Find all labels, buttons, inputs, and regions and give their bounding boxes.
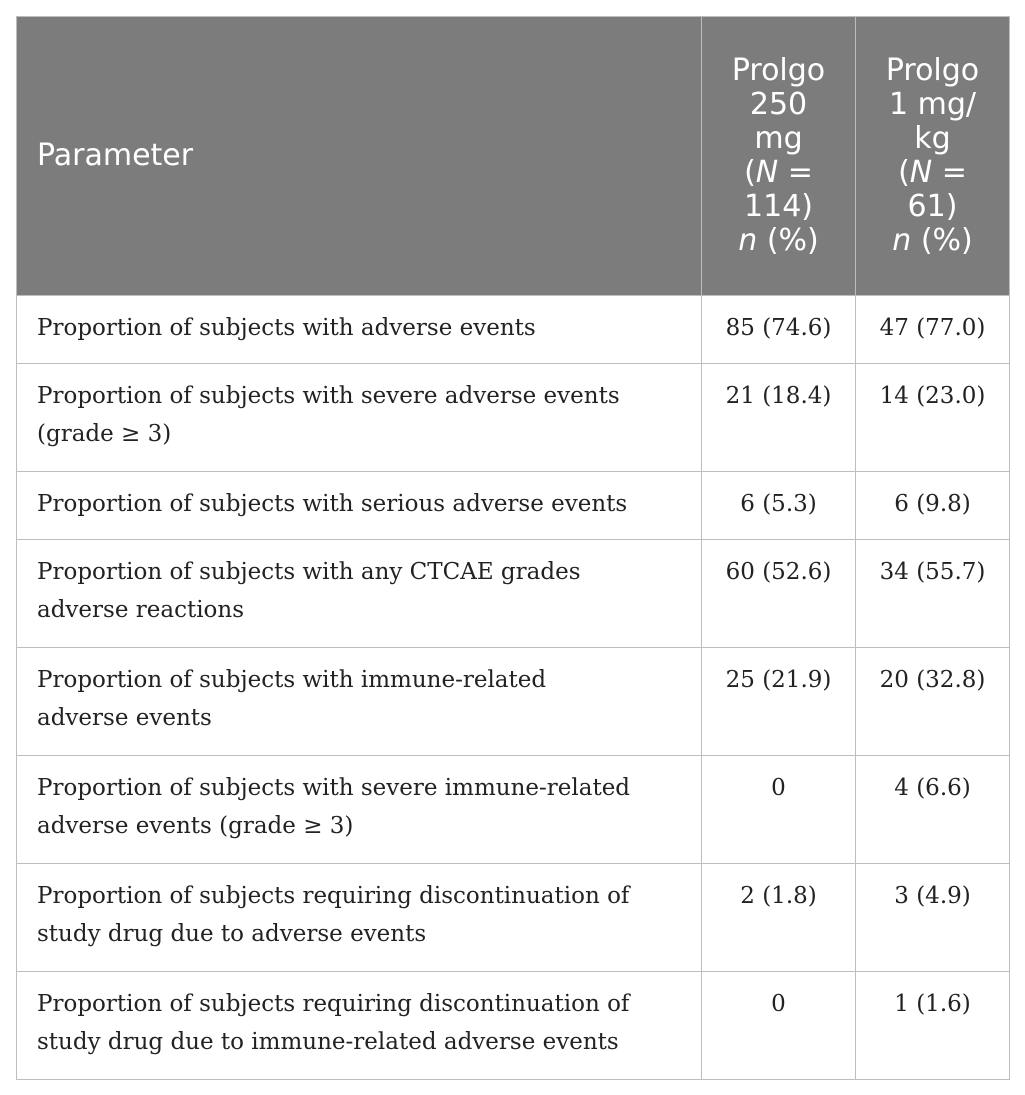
table-header — [17, 17, 1010, 296]
row-value-250mg: 60 (52.6) — [702, 540, 856, 648]
header-col2-line4 — [862, 156, 1003, 190]
row-parameter-line1: Proportion of subjects with adverse events — [37, 315, 536, 341]
header-row — [17, 17, 1010, 296]
row-value-250mg: 25 (21.9) — [702, 648, 856, 756]
table-row — [17, 972, 1010, 1080]
row-parameter-line2: adverse reactions — [37, 597, 245, 623]
header-col2-line4-post: = — [932, 155, 967, 190]
header-col2-line2: 1 mg/ — [889, 87, 976, 122]
header-col2-line5: 61) — [907, 189, 958, 224]
row-value-1mgkg: 6 (9.8) — [856, 472, 1010, 540]
row-parameter — [17, 364, 702, 472]
header-col1-line4-post: = — [778, 155, 813, 190]
header-col1-line3: mg — [754, 121, 803, 156]
header-col2-line4-italic: N — [909, 155, 933, 190]
row-parameter-line1: Proportion of subjects requiring discontinuation of — [37, 991, 630, 1017]
header-col1-line4 — [708, 156, 849, 190]
header-col1-line4-pre: ( — [744, 155, 756, 190]
row-value-250mg: 0 — [702, 756, 856, 864]
row-value-250mg: 6 (5.3) — [702, 472, 856, 540]
header-prolgo-250mg — [702, 17, 856, 296]
row-value-1mgkg: 1 (1.6) — [856, 972, 1010, 1080]
row-value-250mg: 0 — [702, 972, 856, 1080]
row-parameter-line1: Proportion of subjects with severe immune-related — [37, 775, 631, 801]
header-col1-line5: 114) — [744, 189, 813, 224]
row-value-250mg: 2 (1.8) — [702, 864, 856, 972]
table-row — [17, 864, 1010, 972]
header-col2-line6-italic: n — [892, 223, 912, 258]
row-value-1mgkg: 47 (77.0) — [856, 296, 1010, 364]
table-row — [17, 648, 1010, 756]
row-parameter — [17, 864, 702, 972]
row-parameter-line2: (grade ≥ 3) — [37, 421, 172, 447]
table-row — [17, 540, 1010, 648]
row-parameter — [17, 472, 702, 540]
header-col2-line6-post: (%) — [911, 223, 973, 258]
row-parameter-line1: Proportion of subjects with serious adverse events — [37, 491, 628, 517]
header-col1-line6-post: (%) — [757, 223, 819, 258]
row-parameter-line1: Proportion of subjects with any CTCAE grades — [37, 559, 581, 585]
table-row — [17, 472, 1010, 540]
row-parameter — [17, 648, 702, 756]
row-value-1mgkg: 34 (55.7) — [856, 540, 1010, 648]
row-value-250mg: 85 (74.6) — [702, 296, 856, 364]
row-value-250mg: 21 (18.4) — [702, 364, 856, 472]
header-col1-line6 — [708, 224, 849, 258]
table-row — [17, 756, 1010, 864]
row-parameter — [17, 540, 702, 648]
header-col2-line4-pre: ( — [898, 155, 910, 190]
header-col2-line6 — [862, 224, 1003, 258]
row-parameter — [17, 972, 702, 1080]
row-parameter-line1: Proportion of subjects with immune-related — [37, 667, 547, 693]
header-col1-line2: 250 — [749, 87, 808, 122]
table-row — [17, 296, 1010, 364]
header-col1-line6-italic: n — [738, 223, 758, 258]
row-parameter-line2: adverse events — [37, 705, 212, 731]
row-parameter-line1: Proportion of subjects with severe adverse events — [37, 383, 620, 409]
row-value-1mgkg: 14 (23.0) — [856, 364, 1010, 472]
row-parameter — [17, 756, 702, 864]
row-parameter — [17, 296, 702, 364]
header-prolgo-1mgkg — [856, 17, 1010, 296]
row-parameter-line1: Proportion of subjects requiring discontinuation of — [37, 883, 630, 909]
header-col1-line4-italic: N — [755, 155, 779, 190]
header-col1-line1: Prolgo — [731, 53, 826, 88]
header-col2-line3: kg — [914, 121, 951, 156]
row-value-1mgkg: 20 (32.8) — [856, 648, 1010, 756]
table-row — [17, 364, 1010, 472]
header-col2-line1: Prolgo — [885, 53, 980, 88]
row-parameter-line2: study drug due to adverse events — [37, 921, 427, 947]
row-parameter-line2: adverse events (grade ≥ 3) — [37, 813, 354, 839]
adverse-events-table — [16, 16, 1010, 1080]
row-parameter-line2: study drug due to immune-related adverse events — [37, 1029, 619, 1055]
table-body — [17, 296, 1010, 1080]
row-value-1mgkg: 4 (6.6) — [856, 756, 1010, 864]
adverse-events-table-container — [16, 16, 1009, 1080]
row-value-1mgkg: 3 (4.9) — [856, 864, 1010, 972]
header-parameter: Parameter — [17, 17, 702, 296]
